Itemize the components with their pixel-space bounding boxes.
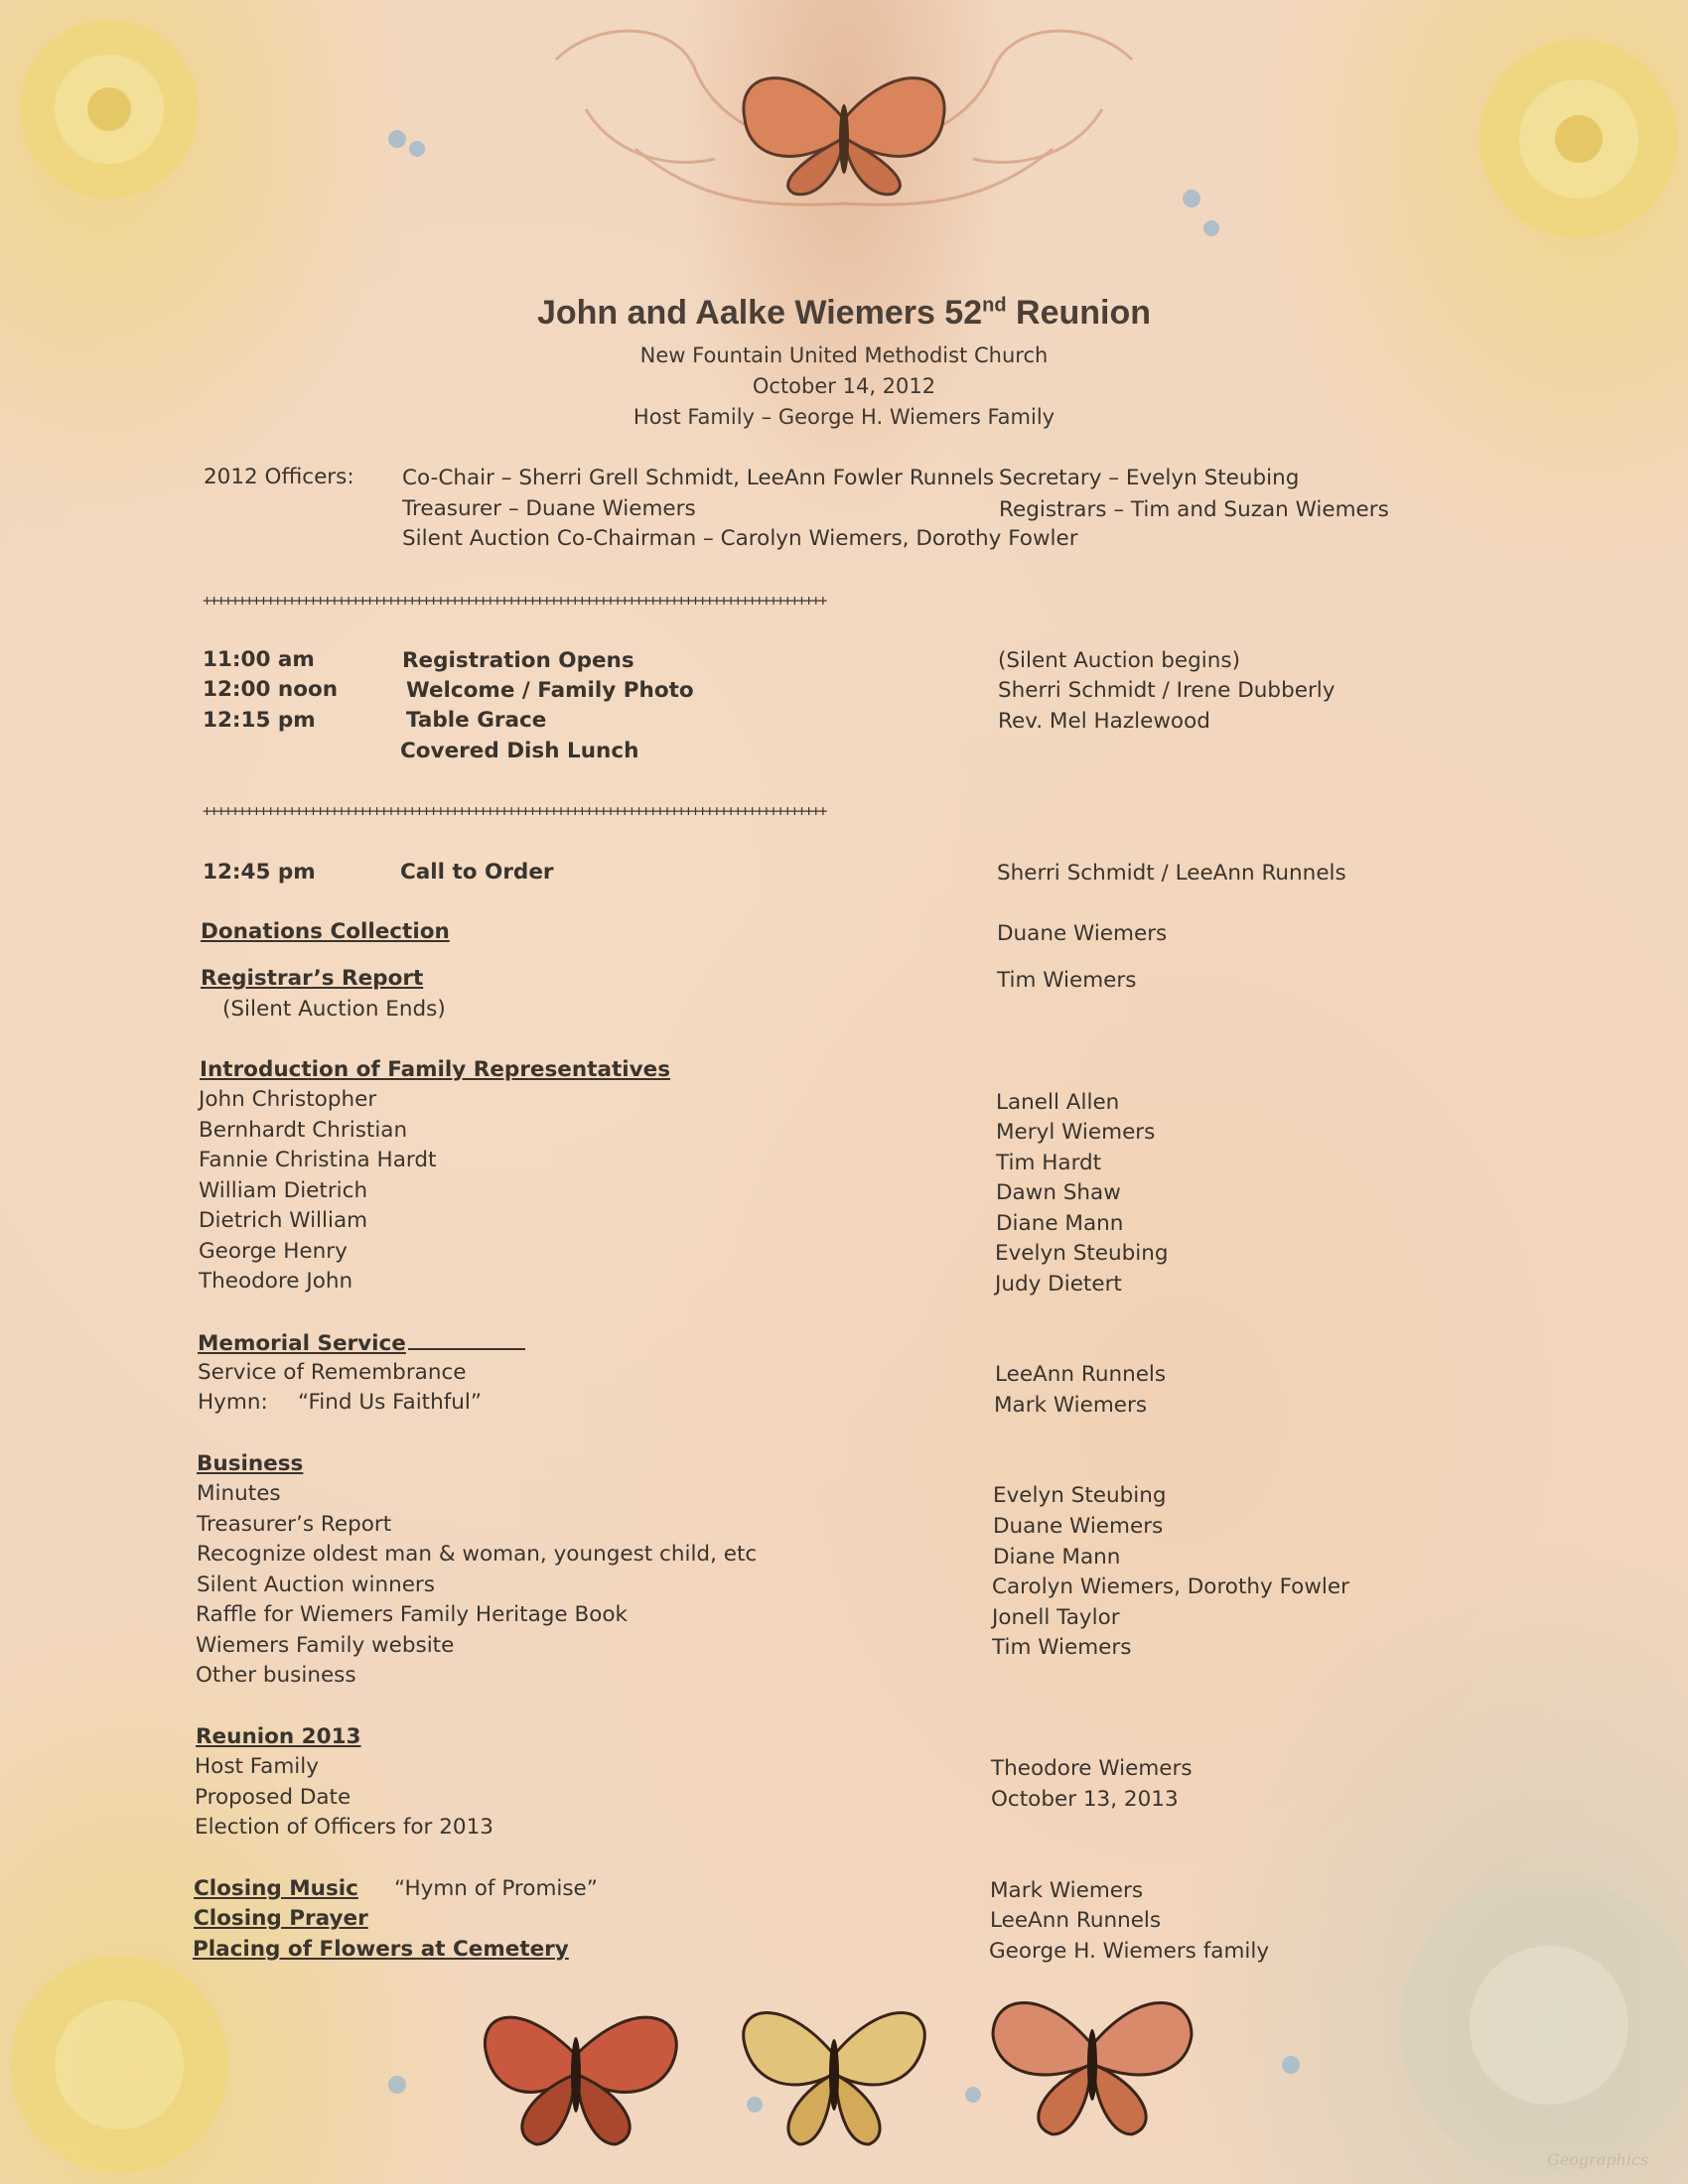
donations-person: Duane Wiemers <box>997 921 1168 946</box>
event-date: October 14, 2012 <box>752 374 936 398</box>
corner-flower-top-left <box>20 20 199 199</box>
venue: New Fountain United Methodist Church <box>639 343 1049 367</box>
family-branch: Theodore John <box>199 1269 353 1294</box>
closing-music-title: “Hymn of Promise” <box>394 1876 598 1901</box>
intro-heading: Introduction of Family Representatives <box>200 1057 671 1082</box>
business-item: Recognize oldest man & woman, youngest child, etc <box>197 1542 758 1567</box>
bottom-butterfly-right <box>993 2003 1192 2135</box>
business-item: Raffle for Wiemers Family Heritage Book <box>196 1602 628 1627</box>
donations-heading: Donations Collection <box>201 919 450 944</box>
call-to-order-label: Call to Order <box>400 860 554 885</box>
registrar-person: Tim Wiemers <box>997 968 1137 993</box>
schedule-event: Welcome / Family Photo <box>406 678 694 703</box>
family-representative: Diane Mann <box>996 1211 1124 1236</box>
family-representative: Lanell Allen <box>996 1090 1120 1115</box>
business-heading: Business <box>197 1451 304 1476</box>
registrar-note: (Silent Auction Ends) <box>222 997 446 1022</box>
footer-mark: Geographics <box>1547 2150 1649 2169</box>
officer-registrars: Registrars – Tim and Suzan Wiemers <box>999 497 1389 522</box>
call-to-order-time: 12:45 pm <box>203 860 316 885</box>
flowers-heading: Placing of Flowers at Cemetery <box>193 1937 569 1962</box>
reunion-2013-heading: Reunion 2013 <box>196 1724 361 1749</box>
family-branch: Fannie Christina Hardt <box>199 1148 437 1172</box>
top-butterfly <box>744 78 944 195</box>
hymn-label: Hymn: <box>198 1390 268 1415</box>
business-person: Tim Wiemers <box>992 1635 1132 1660</box>
registrar-heading: Registrar’s Report <box>201 966 424 991</box>
business-person: Evelyn Steubing <box>993 1483 1167 1508</box>
family-representative: Dawn Shaw <box>996 1180 1121 1205</box>
schedule-time: 12:00 noon <box>203 677 339 702</box>
family-branch: George Henry <box>199 1239 348 1264</box>
host-family: Host Family – George H. Wiemers Family <box>633 405 1055 429</box>
schedule-event: Registration Opens <box>402 648 634 673</box>
business-item: Other business <box>196 1663 356 1688</box>
proposed-date-label: Proposed Date <box>195 1785 352 1810</box>
business-item: Silent Auction winners <box>197 1572 435 1597</box>
closing-music-heading: Closing Music <box>194 1876 358 1901</box>
family-representative: Tim Hardt <box>996 1151 1102 1175</box>
business-person: Jonell Taylor <box>992 1605 1120 1630</box>
memorial-person: Mark Wiemers <box>994 1393 1148 1418</box>
schedule-note: (Silent Auction begins) <box>998 648 1240 673</box>
memorial-person: LeeAnn Runnels <box>995 1362 1167 1387</box>
officer-silent-auction: Silent Auction Co-Chairman – Carolyn Wiemers, Dorothy Fowler <box>402 526 1078 551</box>
schedule-time: 12:15 pm <box>203 708 316 733</box>
family-representative: Judy Dietert <box>995 1272 1122 1297</box>
family-representative: Evelyn Steubing <box>995 1241 1169 1266</box>
family-representative: Meryl Wiemers <box>996 1120 1156 1145</box>
memorial-underline <box>408 1330 525 1350</box>
page-title: John and Aalke Wiemers 52nd Reunion <box>536 294 1152 332</box>
closing-prayer-person: LeeAnn Runnels <box>990 1908 1162 1933</box>
host-family-label: Host Family <box>195 1754 319 1779</box>
business-person: Carolyn Wiemers, Dorothy Fowler <box>992 1574 1349 1599</box>
business-person: Diane Mann <box>993 1545 1121 1570</box>
call-to-order-leaders: Sherri Schmidt / LeeAnn Runnels <box>997 861 1346 886</box>
separator-line: ++++++++++++++++++++++++++++++++++++++++++++++++++++++++++++++++++++++++++++++++++++++++ <box>203 802 826 820</box>
election-item: Election of Officers for 2013 <box>195 1815 493 1840</box>
bottom-butterfly-left <box>485 2017 676 2144</box>
separator-line: ++++++++++++++++++++++++++++++++++++++++++++++++++++++++++++++++++++++++++++++++++++++++ <box>203 592 826 610</box>
business-item: Minutes <box>197 1481 281 1506</box>
host-family-value: Theodore Wiemers <box>991 1756 1193 1781</box>
memorial-item: Service of Remembrance <box>198 1360 467 1385</box>
officer-secretary: Secretary – Evelyn Steubing <box>999 466 1300 490</box>
corner-flower-bottom-left <box>10 1956 228 2174</box>
family-branch: Dietrich William <box>199 1208 368 1233</box>
closing-prayer-heading: Closing Prayer <box>194 1906 368 1931</box>
family-branch: William Dietrich <box>199 1178 368 1203</box>
schedule-event: Covered Dish Lunch <box>400 739 639 763</box>
schedule-note: Sherri Schmidt / Irene Dubberly <box>998 678 1336 703</box>
hymn-title: “Find Us Faithful” <box>298 1390 483 1415</box>
bottom-butterfly-center <box>744 2013 925 2145</box>
schedule-note: Rev. Mel Hazlewood <box>998 709 1210 734</box>
schedule-event: Table Grace <box>406 708 547 733</box>
flowers-person: George H. Wiemers family <box>989 1939 1270 1964</box>
schedule-time: 11:00 am <box>203 647 315 672</box>
corner-flower-bottom-right <box>1400 1876 1688 2174</box>
closing-music-person: Mark Wiemers <box>990 1878 1144 1903</box>
business-item: Treasurer’s Report <box>197 1512 392 1537</box>
officers-label: 2012 Officers: <box>204 465 354 489</box>
corner-flower-top-right <box>1479 40 1678 238</box>
business-item: Wiemers Family website <box>196 1633 455 1658</box>
business-person: Duane Wiemers <box>993 1514 1164 1539</box>
family-branch: Bernhardt Christian <box>199 1118 408 1143</box>
officer-co-chair: Co-Chair – Sherri Grell Schmidt, LeeAnn Fowler Runnels <box>402 466 995 490</box>
family-branch: John Christopher <box>199 1087 377 1112</box>
proposed-date-value: October 13, 2013 <box>991 1787 1179 1812</box>
memorial-heading: Memorial Service <box>198 1330 525 1356</box>
officer-treasurer: Treasurer – Duane Wiemers <box>402 496 696 521</box>
